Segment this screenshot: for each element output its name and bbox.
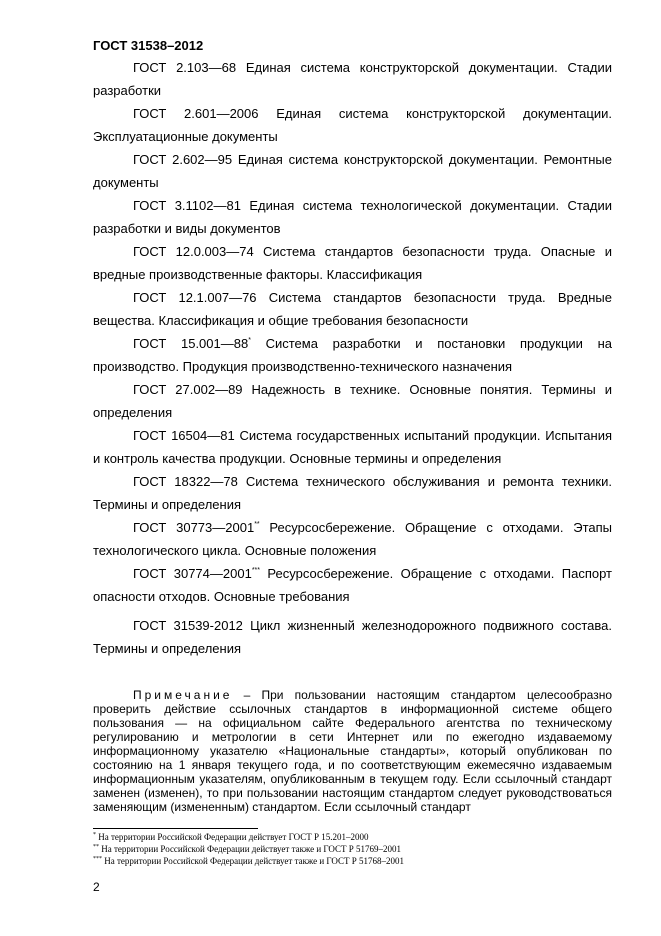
note-dash: – [232, 688, 262, 702]
reference-item: ГОСТ 31539-2012 Цикл жизненный железнодорожного подвижного состава. Термины и определения [93, 618, 612, 656]
footnote-text: На территории Российской Федерации действует также и ГОСТ Р 51769–2001 [99, 844, 402, 854]
footnote-mark: *** [251, 567, 260, 574]
footnote-mark: ** [93, 844, 99, 850]
document-header: ГОСТ 31538–2012 [93, 38, 204, 53]
reference-item: ГОСТ 18322—78 Система технического обслуживания и ремонта техники. Термины и определения [93, 474, 612, 512]
reference-item: ГОСТ 2.103—68 Единая система конструкторской документации. Стадии разработки [93, 60, 612, 98]
reference-item: ГОСТ 2.602—95 Единая система конструкторской документации. Ремонтные документы [93, 152, 612, 190]
footnote-mark: * [93, 832, 96, 838]
note-label: Примечание [133, 688, 233, 702]
reference-item: ГОСТ 2.601—2006 Единая система конструкторской документации. Эксплуатационные документы [93, 106, 612, 144]
footnote-mark: *** [93, 856, 102, 862]
reference-code: ГОСТ 15.001—88 [133, 336, 249, 351]
footnote-mark: ** [254, 521, 260, 528]
footnote-mark: * [248, 337, 251, 344]
footnote-text: На территории Российской Федерации действует ГОСТ Р 15.201–2000 [96, 832, 369, 842]
reference-item [93, 516, 612, 562]
footnote-item [93, 855, 612, 867]
reference-item [93, 562, 612, 608]
note-paragraph [93, 688, 612, 814]
footnote-text: На территории Российской Федерации действует также и ГОСТ Р 51768–2001 [102, 856, 405, 866]
reference-item: ГОСТ 12.1.007—76 Система стандартов безопасности труда. Вредные вещества. Классификация и общие требования безопасности [93, 290, 612, 328]
reference-title: Ресурсосбережение. Обращение с отходами. Этапы технологического цикла. Основные положения [93, 520, 612, 558]
normative-references-list [93, 56, 612, 660]
reference-item [93, 332, 612, 378]
footnote-item [93, 831, 612, 843]
reference-item: ГОСТ 27.002—89 Надежность в технике. Основные понятия. Термины и определения [93, 382, 612, 420]
reference-code: ГОСТ 30773—2001 [133, 520, 255, 535]
page-number: 2 [93, 880, 100, 894]
footnote-separator [93, 828, 258, 829]
reference-item: ГОСТ 12.0.003—74 Система стандартов безопасности труда. Опасные и вредные производственные факторы. Классификация [93, 244, 612, 282]
footnotes [93, 831, 612, 867]
reference-code: ГОСТ 30774—2001 [133, 566, 252, 581]
note-body: При пользовании настоящим стандартом целесообразно проверить действие ссылочных стандартов в информационной системе общего пользования — на официальном сайте Федерального агентства по техническому регулированию и метрологии в сети Интернет или по ежегодно издаваемому информационному указателю «Национальные стандарты», который опубликован по состоянию на 1 января текущего года, и по соответствующим ежемесячно издаваемым информационным указателям, опубликованным в текущем году. Если ссылочный стандарт заменен (изменен), то при пользовании настоящим стандартом следует руководствоваться заменяющим (измененным) стандартом. Если ссылочный стандарт [93, 688, 613, 814]
reference-title: Ресурсосбережение. Обращение с отходами. Паспорт опасности отходов. Основные требования [93, 566, 612, 604]
reference-item: ГОСТ 16504—81 Система государственных испытаний продукции. Испытания и контроль качества продукции. Основные термины и определения [93, 428, 612, 466]
reference-title: Система разработки и постановки продукции на производство. Продукция производственно-технического назначения [93, 336, 612, 374]
footnote-item [93, 843, 612, 855]
reference-item: ГОСТ 3.1102—81 Единая система технологической документации. Стадии разработки и виды документов [93, 198, 612, 236]
